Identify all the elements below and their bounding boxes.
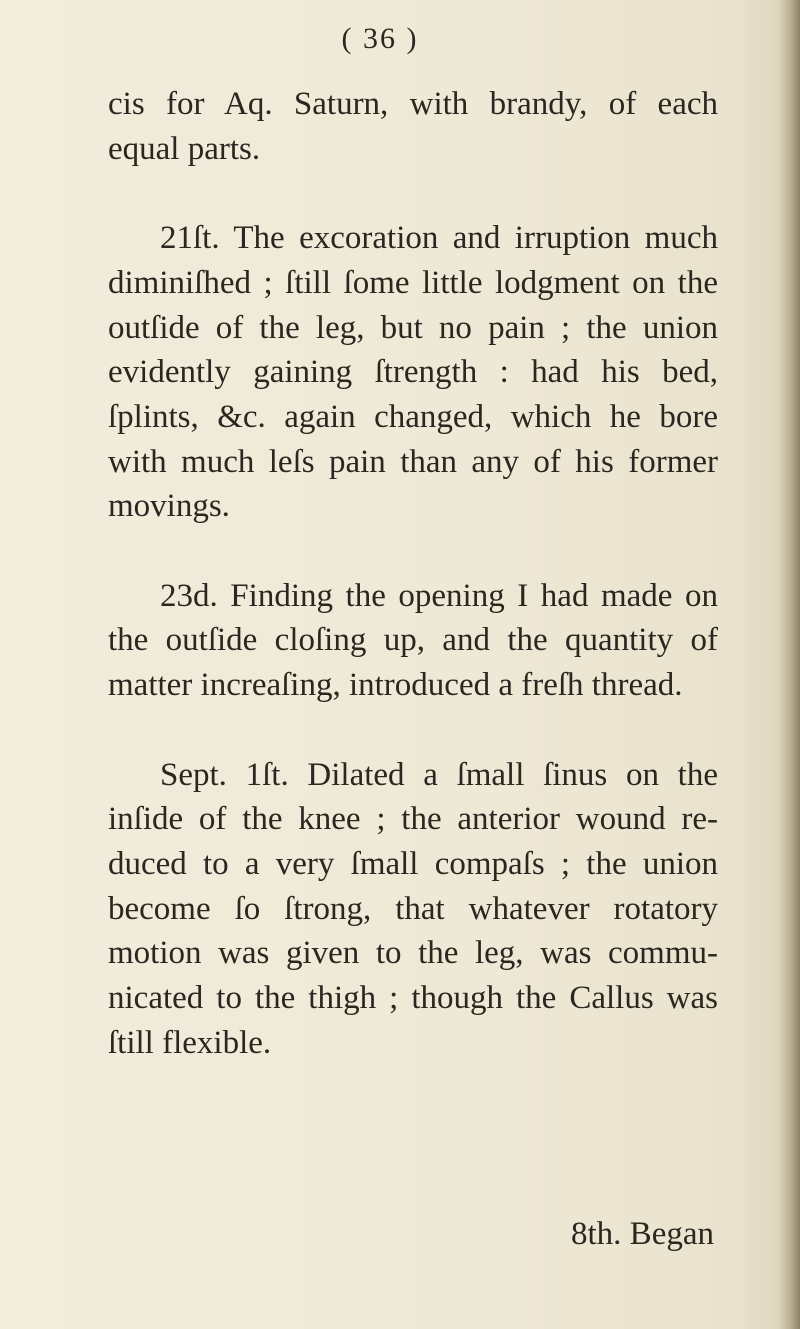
text-line: matter increaſing, introduced a freſh thread. <box>108 667 683 704</box>
paragraph-gap <box>108 708 718 753</box>
paragraph-gap <box>108 171 718 216</box>
text-line: nicated to the thigh ; though the Callus was <box>108 980 718 1017</box>
text-line: with much leſs pain than any of his former <box>108 443 718 480</box>
paragraph-sept-1st <box>108 753 718 1066</box>
text-line: Sept. 1ſt. Dilated a ſmall ſinus on the <box>160 756 718 793</box>
text-line: become ſo ſtrong, that whatever rotatory <box>108 890 718 927</box>
text-line: inſide of the knee ; the anterior wound re- <box>108 801 718 838</box>
text-line: 23d. Finding the opening I had made on <box>160 577 718 614</box>
page-edge-shadow <box>778 0 800 1329</box>
text-line: equal parts. <box>108 130 261 167</box>
page-number: ( 36 ) <box>341 22 419 55</box>
paragraph-gap <box>108 529 718 574</box>
text-line: 21ſt. The excoration and irruption much <box>160 220 718 257</box>
text-line: ſtill flexible. <box>108 1024 272 1061</box>
body-text <box>108 82 718 1065</box>
paragraph-continuation <box>108 82 718 171</box>
text-line: the outſide cloſing up, and the quantity of <box>108 622 718 659</box>
catchword: 8th. Began <box>571 1216 714 1252</box>
text-line: motion was given to the leg, was commu- <box>108 935 718 972</box>
text-line: duced to a very ſmall compaſs ; the union <box>108 845 718 882</box>
text-line: outſide of the leg, but no pain ; the union <box>108 309 718 346</box>
paragraph-21st <box>108 216 718 529</box>
text-line: ſplints, &c. again changed, which he bore <box>108 398 718 435</box>
text-line: cis for Aq. Saturn, with brandy, of each <box>108 86 718 122</box>
text-line: movings. <box>108 488 230 525</box>
paragraph-23d <box>108 574 718 708</box>
text-line: diminiſhed ; ſtill ſome little lodgment on the <box>108 264 718 301</box>
text-line: evidently gaining ſtrength : had his bed, <box>108 354 718 391</box>
